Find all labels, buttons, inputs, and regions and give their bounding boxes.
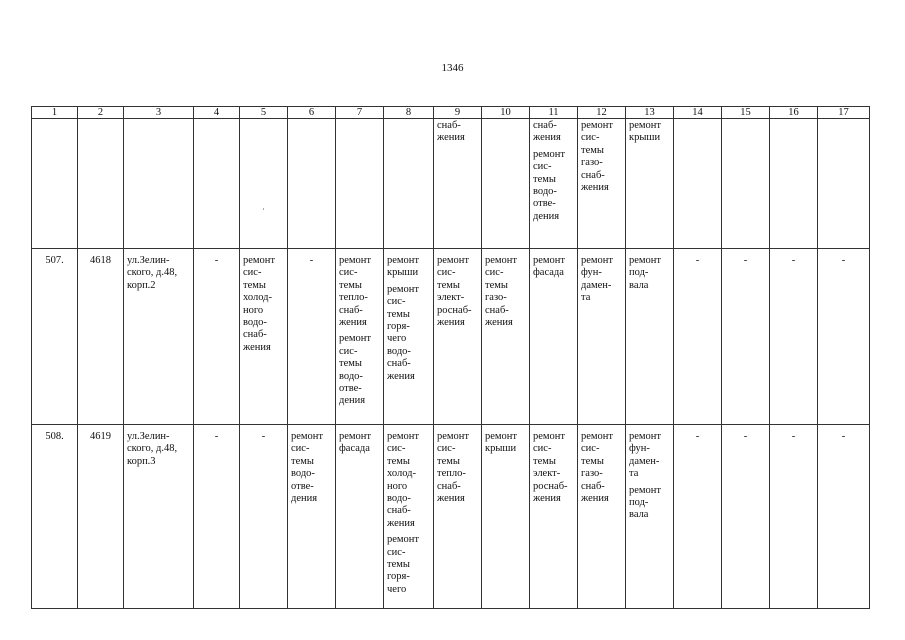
work-item: - [791,255,796,266]
building-code: 4618 [78,249,124,425]
table-cell [722,119,770,249]
work-item: ремонт сис- темы холод- ного водо- снаб- жения [387,431,420,529]
column-header: 17 [818,107,870,119]
work-item: ремонт сис- темы элект- роснаб- жения [533,431,568,505]
work-item: ремонт сис- темы элект- роснаб- жения [437,255,472,329]
table-cell [770,249,818,425]
work-item: ремонт крыши [387,255,420,279]
column-header: 14 [674,107,722,119]
table-cell [818,425,870,609]
work-item: - [695,255,700,266]
work-item: ремонт фасада [339,431,372,455]
column-header: 13 [626,107,674,119]
work-item: ремонт сис- темы газо- снаб- жения [485,255,518,329]
table-cell [626,425,674,609]
table-cell [530,425,578,609]
work-item: - [841,431,846,442]
table-cell [530,119,578,249]
work-item: ремонт фун- дамен- та [629,431,662,480]
work-item: ремонт фасада [533,255,566,279]
scan-speck: · [262,205,265,214]
work-item: ремонт сис- темы газо- снаб- жения [581,120,614,194]
column-number-row [32,107,870,119]
work-item: ремонт сис- темы водо- отве- дения [291,431,324,505]
work-item: - [309,255,314,266]
column-header: 11 [530,107,578,119]
table-cell [626,249,674,425]
table-cell [818,119,870,249]
table-cell [434,119,482,249]
table-cell [578,249,626,425]
table-cell [336,249,384,425]
column-header: 8 [384,107,434,119]
column-header: 15 [722,107,770,119]
column-header: 2 [78,107,124,119]
table-cell [288,119,336,249]
row-number: 508. [32,425,78,609]
work-item: - [695,431,700,442]
column-header: 1 [32,107,78,119]
work-item: снаб- жения [533,120,561,144]
table-cell [434,249,482,425]
column-header: 7 [336,107,384,119]
work-item: - [743,431,748,442]
table-cell [288,249,336,425]
column-header: 6 [288,107,336,119]
table-cell [194,425,240,609]
table-cell [530,249,578,425]
work-item: ремонт сис- темы тепло- снаб- жения [437,431,470,505]
table-cell [434,425,482,609]
work-item: ремонт сис- темы водо- отве- дения [339,333,372,407]
work-item: ремонт сис- темы холод- ного водо- снаб- жения [243,255,276,353]
column-header: 9 [434,107,482,119]
table-cell [384,249,434,425]
column-header: 10 [482,107,530,119]
table-cell [818,249,870,425]
row-number: 507. [32,249,78,425]
table-cell [770,119,818,249]
table-cell [384,425,434,609]
work-item: ремонт под- вала [629,255,662,291]
table-cell [336,425,384,609]
table-cell [482,119,530,249]
table-row [32,425,870,609]
column-header: 5 [240,107,288,119]
work-item: - [214,431,219,442]
continuation-row [32,119,870,249]
table-cell [482,425,530,609]
table-cell [578,119,626,249]
work-item: ремонт крыши [629,120,662,144]
table-cell [240,249,288,425]
work-item: - [743,255,748,266]
table-cell [674,425,722,609]
table-cell [288,425,336,609]
work-item: - [791,431,796,442]
repair-schedule-table [31,106,870,609]
page-number: 1346 [441,62,464,74]
work-item: ремонт сис- темы горя- чего водо- снаб- жения [387,283,420,382]
table-cell [240,425,288,609]
column-header: 3 [124,107,194,119]
table-cell [384,119,434,249]
column-header: 4 [194,107,240,119]
work-item: снаб- жения [437,120,465,144]
table-cell [674,249,722,425]
building-code: 4619 [78,425,124,609]
work-item: - [841,255,846,266]
table-cell [32,119,78,249]
work-item: - [214,255,219,266]
table-cell [336,119,384,249]
table-cell [194,249,240,425]
work-item: - [261,431,266,442]
table-row [32,249,870,425]
work-item: ремонт сис- темы горя- чего [387,534,420,595]
table-cell [722,425,770,609]
work-item: ремонт сис- темы водо- отве- дения [533,148,566,222]
work-item: ремонт сис- темы тепло- снаб- жения [339,255,372,329]
table-cell [240,119,288,249]
table-cell [674,119,722,249]
table-cell [722,249,770,425]
building-address: ул.Зелин- ского, д.48, корп.3 [124,425,194,609]
work-item: ремонт под- вала [629,484,662,521]
table-cell [770,425,818,609]
work-item: ремонт сис- темы газо- снаб- жения [581,431,614,505]
building-address: ул.Зелин- ского, д.48, корп.2 [124,249,194,425]
column-header: 12 [578,107,626,119]
table-cell [626,119,674,249]
work-item: ремонт фун- дамен- та [581,255,614,304]
column-header: 16 [770,107,818,119]
table-cell [194,119,240,249]
table-cell [124,119,194,249]
work-item: ремонт крыши [485,431,518,455]
table-cell [578,425,626,609]
table-cell [78,119,124,249]
table-cell [482,249,530,425]
